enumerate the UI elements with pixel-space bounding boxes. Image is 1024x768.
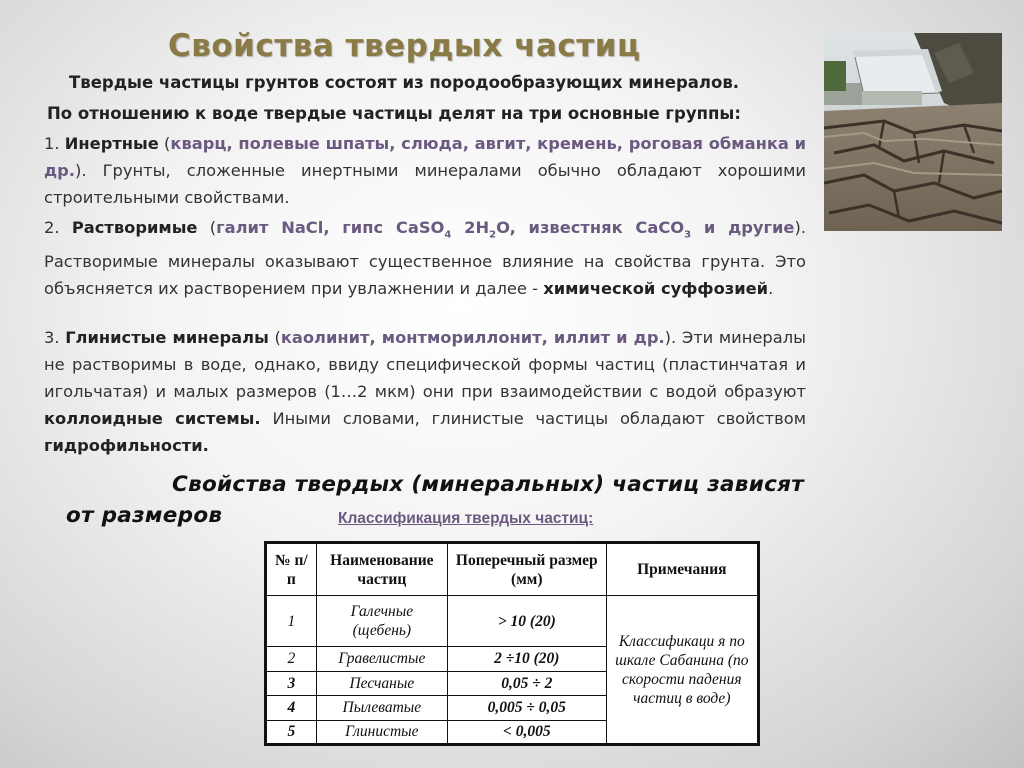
group-term-2: гидрофильности. (44, 436, 209, 455)
intro-line-2: По отношению к воде твердые частицы делят на три основные группы: (47, 104, 741, 123)
earthquake-image-icon (824, 33, 1002, 231)
group-name: Глинистые минералы (65, 328, 269, 347)
group-name: Растворимые (71, 218, 198, 237)
row-name: Гравелистые (316, 647, 447, 671)
header-number: № п/п (266, 543, 317, 596)
group-number: 1. (44, 134, 60, 153)
group-description: Эти минералы не растворимы в воде, однако, ввиду специфической формы частиц (пластинчатая и игольчатая) и малых размеров (1…2 мкм) они при взаимодействии с водой образуют (44, 328, 806, 401)
classification-table (264, 541, 760, 746)
group-description: Грунты, сложенные инертными минералами обычно обладают хорошими строительными свойствами. (44, 161, 806, 207)
intro-line-1: Твердые частицы грунтов состоят из породообразующих минералов. (69, 73, 740, 92)
header-notes: Примечания (606, 543, 758, 596)
header-name: Наименование частиц (316, 543, 447, 596)
row-name: Галечные (щебень) (316, 596, 447, 647)
group-name: Инертные (64, 134, 159, 153)
group-item-clay: 3. Глинистые минералы (каолинит, монтмориллонит, иллит и др.). Эти минералы не растворимы в воде, однако, ввиду специфической формы частиц (пластинчатая и игольчатая) и малых размеров (1…2 мкм) они при взаимодействии с водой образуют коллоидные системы. Иными словами, глинистые частицы обладают свойством гидрофильности. (44, 328, 806, 455)
row-name: Пылеватые (316, 696, 447, 720)
row-number: 5 (266, 720, 317, 745)
group-minerals: каолинит, монтмориллонит, иллит и др. (280, 328, 665, 347)
row-number: 4 (266, 696, 317, 720)
group-number: 2. (44, 218, 60, 237)
size-heading-line-2: от размеров (66, 503, 223, 528)
row-size: 2 ÷10 (20) (447, 647, 606, 671)
table-row (266, 596, 759, 647)
classification-label: Классификация твердых частиц: (338, 510, 594, 527)
row-size: 0,05 ÷ 2 (447, 671, 606, 695)
group-description-2: Иными словами, глинистые частицы обладают свойством (272, 409, 806, 428)
group-minerals: кварц, полевые шпаты, слюда, авгит, кремень, роговая обманка и др. (44, 134, 806, 180)
header-size: Поперечный размер (мм) (447, 543, 606, 596)
group-term: коллоидные системы. (44, 409, 261, 428)
row-size: > 10 (20) (447, 596, 606, 647)
group-term: химической суффозией (543, 279, 769, 299)
row-name: Глинистые (316, 720, 447, 745)
row-size: 0,005 ÷ 0,05 (447, 696, 606, 720)
group-description: Растворимые минералы оказывают существенное влияние на свойства грунта. Это объясняется их растворением при увлажнении и далее - (44, 252, 806, 299)
row-size: < 0,005 (447, 720, 606, 745)
row-number: 1 (266, 596, 317, 647)
group-minerals: галит NaCl, гипс CaSO$_4$ $2H_2O$, известняк CaCO$_3$ и другие (216, 218, 795, 241)
size-heading-line-1: Свойства твердых (минеральных) частиц зависят (172, 472, 804, 497)
row-number: 2 (266, 647, 317, 671)
group-item-inert: 1. Инертные (кварц, полевые шпаты, слюда, авгит, кремень, роговая обманка и др.). Грунты, сложенные инертными минералами обычно обладают хорошими строительными свойствами. (44, 134, 806, 207)
row-name: Песчаные (316, 671, 447, 695)
table-header-row (266, 543, 759, 596)
group-number: 3. (44, 328, 60, 347)
cracked-ground-photo (824, 33, 1002, 231)
row-number: 3 (266, 671, 317, 695)
table-note: Классификаци я по шкале Сабанина (по скорости падения частиц в воде) (606, 596, 758, 745)
slide-title: Свойства твердых частиц (168, 28, 641, 64)
group-item-soluble: 2. Растворимые (галит NaCl, гипс CaSO$_4$ $2H_2O$, известняк CaCO$_3$ и другие). Растворимые минералы оказывают существенное влияние на свойства грунта. Это объясняется их растворением при увлажнении и далее - химической суффозией. (44, 218, 807, 299)
